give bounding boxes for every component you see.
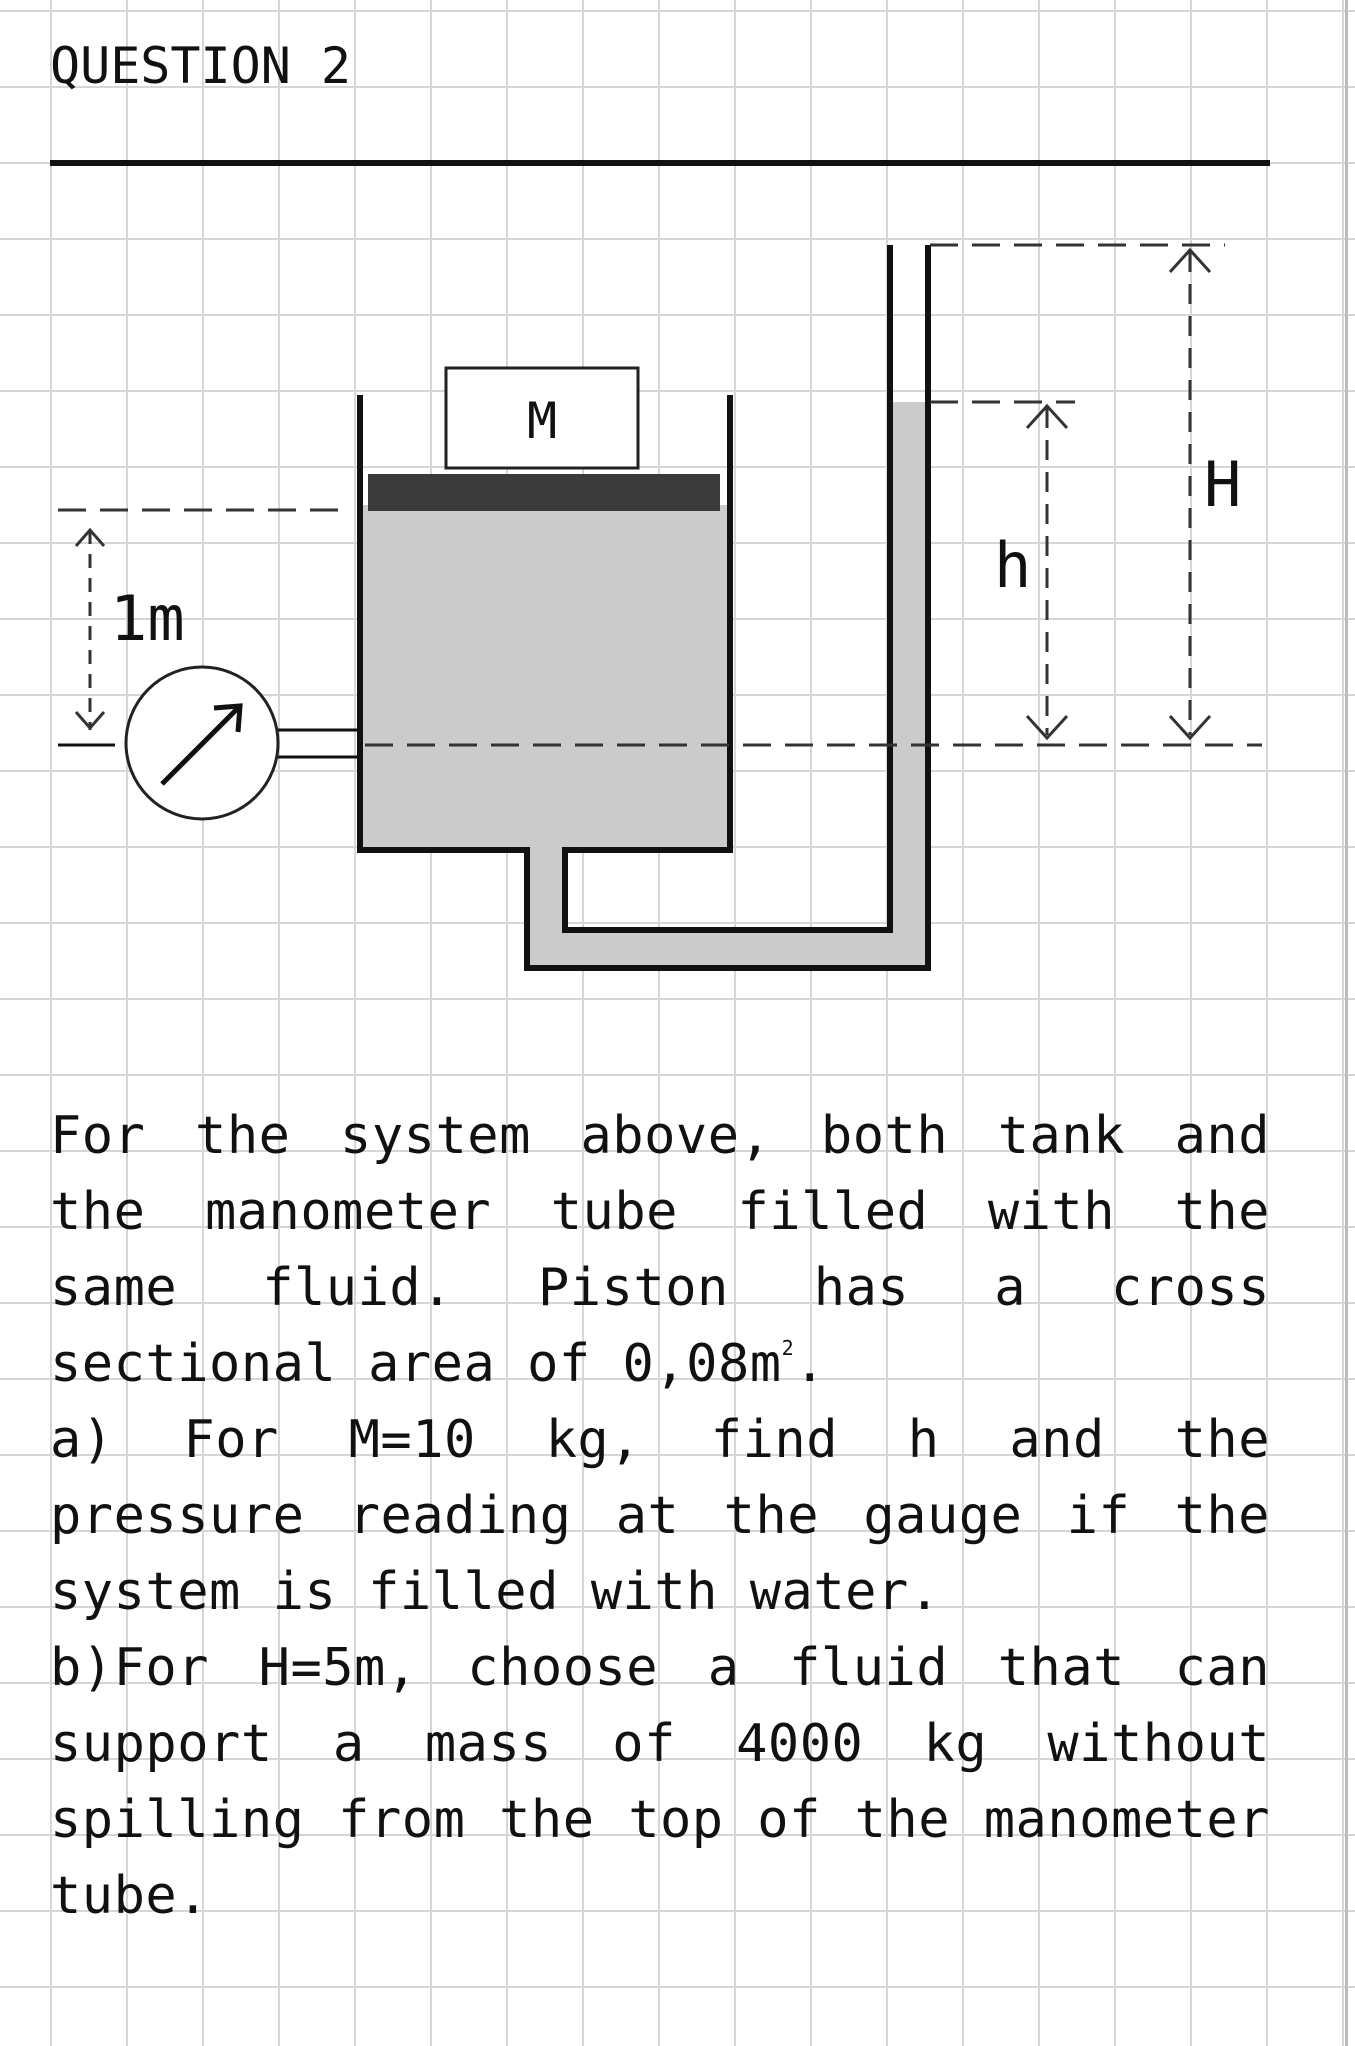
question-text bbox=[50, 1098, 1270, 1934]
dim-h-label: h bbox=[994, 529, 1032, 602]
dim-H-label: H bbox=[1204, 448, 1242, 521]
part-b: b)For H=5m, choose a fluid that can support a mass of 4000 kg without spilling from the top of the manometer tube. bbox=[50, 1638, 1270, 1926]
gauge-connector bbox=[278, 730, 360, 757]
area-exponent: 2 bbox=[781, 1336, 795, 1360]
question-title: QUESTION 2 bbox=[50, 37, 352, 95]
dim-h bbox=[1027, 406, 1067, 738]
dim-1m bbox=[76, 530, 104, 730]
intro-text: For the system above, both tank and the manometer tube filled with the same fluid. Piston has a cross sectional area of 0,08m bbox=[50, 1106, 1270, 1394]
part-a: a) For M=10 kg, find h and the pressure reading at the gauge if the system is filled with water. bbox=[50, 1410, 1270, 1622]
piston bbox=[368, 474, 720, 511]
intro-paragraph bbox=[50, 1098, 1270, 1402]
pressure-gauge-icon bbox=[126, 667, 278, 819]
dim-1m-label: 1m bbox=[110, 582, 185, 655]
mass-label: M bbox=[526, 392, 558, 450]
tank-fluid bbox=[362, 505, 728, 850]
piston-manometer-diagram bbox=[0, 0, 1355, 1000]
intro-period: . bbox=[794, 1334, 826, 1394]
